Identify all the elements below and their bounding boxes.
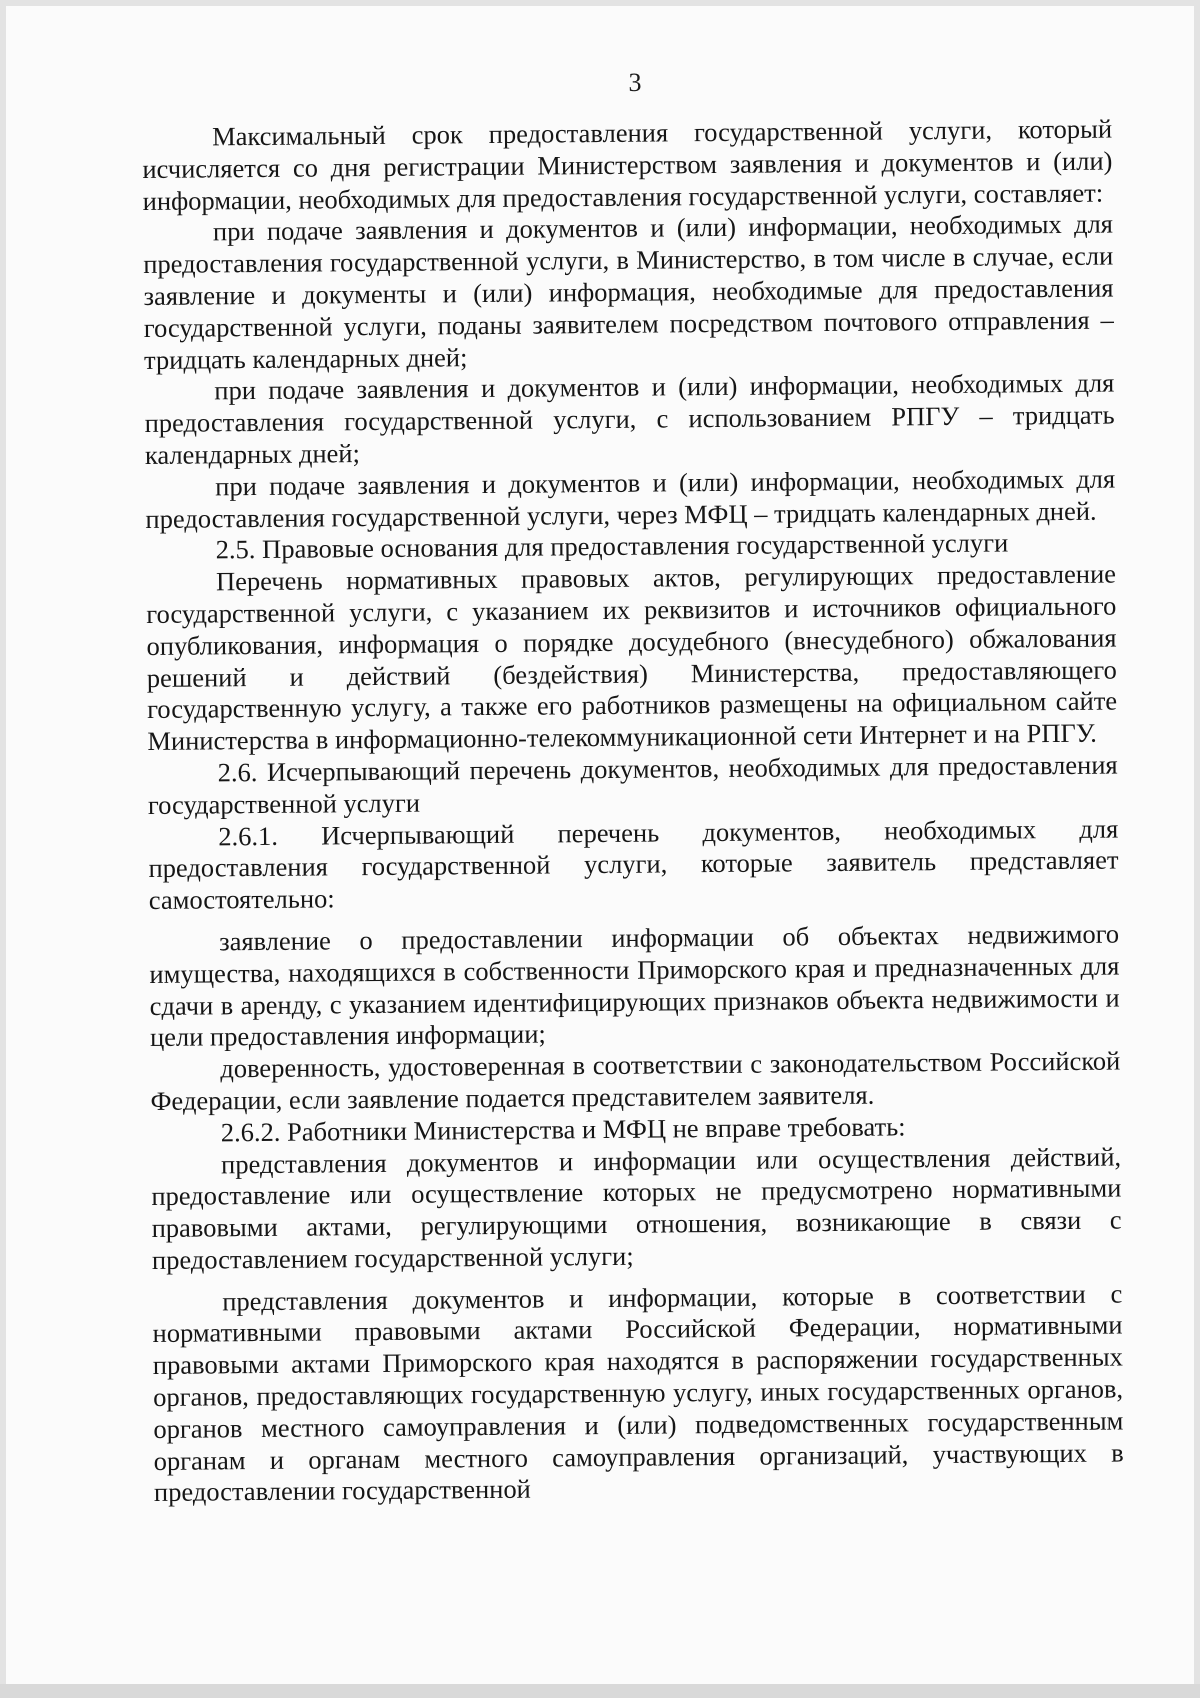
document-body [142,114,1124,1510]
paragraph-max-term: Максимальный срок предоставления государственной услуги, который исчисляется со дня регистрации Министерством заявления и документов и (или) информации, необходимых для предоставления государственной услуги, составляет: [142,113,1113,216]
section-heading-2-6-2: 2.6.2. Работники Министерства и МФЦ не вправе требовать: [220,1111,906,1148]
section-heading-2-6: 2.6. Исчерпывающий перечень документов, необходимых для предоставления государственной услуги [147,749,1118,820]
paragraph-application: заявление о предоставлении информации об объектах недвижимого имущества, находящихся в собственности Приморского края и предназначенных для сдачи в аренду, с указанием идентифицирующих признаков объекта недвижимости и цели предоставления информации; [149,918,1120,1053]
scan-bottom-edge [0,1684,1200,1698]
paragraph-legal-acts: Перечень нормативных правовых актов, регулирующих предоставление государственной услуги, с указанием их реквизитов и источников официального опубликования, информация о порядке досудебного (внесудебного) обжалования решений и действий (бездействия) Министерства, предоставляющего государственную услугу, а также его работников размещены на официальном сайте Министерства в информационно-телекоммуникационной сети Интернет и на РПГУ. [146,558,1118,757]
paragraph-term-ministry: при подаче заявления и документов и (или) информации, необходимых для предоставления государственной услуги, в Министерство, в том числе в случае, если заявление и документы и (или) информация, необходимые для предоставления государственной услуги, поданы заявителем посредством почтового отправления – тридцать календарных дней; [143,208,1114,375]
paragraph-no-extra-docs: представления документов и информации или осуществления действий, предоставление или осуществление которых не предусмотрено нормативными правовыми актами, регулирующими отношения, возникающие в связи с предоставлением государственной услуги; [151,1140,1122,1275]
paragraph-term-mfc: при подаче заявления и документов и (или) информации, необходимых для предоставления государственной услуги, через МФЦ – тридцать календарных дней. [145,463,1116,534]
section-heading-2-5: 2.5. Правовые основания для предоставления государственной услуги [215,527,1009,565]
section-heading-2-6-1: 2.6.1. Исчерпывающий перечень документов, необходимых для предоставления государственной услуги, которые заявитель представляет самостоятельно: [148,813,1119,916]
paragraph-no-state-docs: представления документов и информации, которые в соответствии с нормативными правовыми актами Российской Федерации, нормативными правовыми актами Приморского края находятся в распоряжении государственных органов, предоставляющих государственную услугу, иных государственных органов, органов местного самоуправления и (или) подведомственных государственным органам и органам местного самоуправления организаций, участвующих в предоставлении государственной [152,1278,1124,1508]
page-number: 3 [628,68,642,97]
paragraph-power-of-attorney: доверенность, удостоверенная в соответствии с законодательством Российской Федерации, если заявление подается представителем заявителя. [150,1045,1121,1116]
paragraph-term-rpgu: при подаче заявления и документов и (или) информации, необходимых для предоставления государственной услуги, с использованием РПГУ – тридцать календарных дней; [144,367,1115,470]
